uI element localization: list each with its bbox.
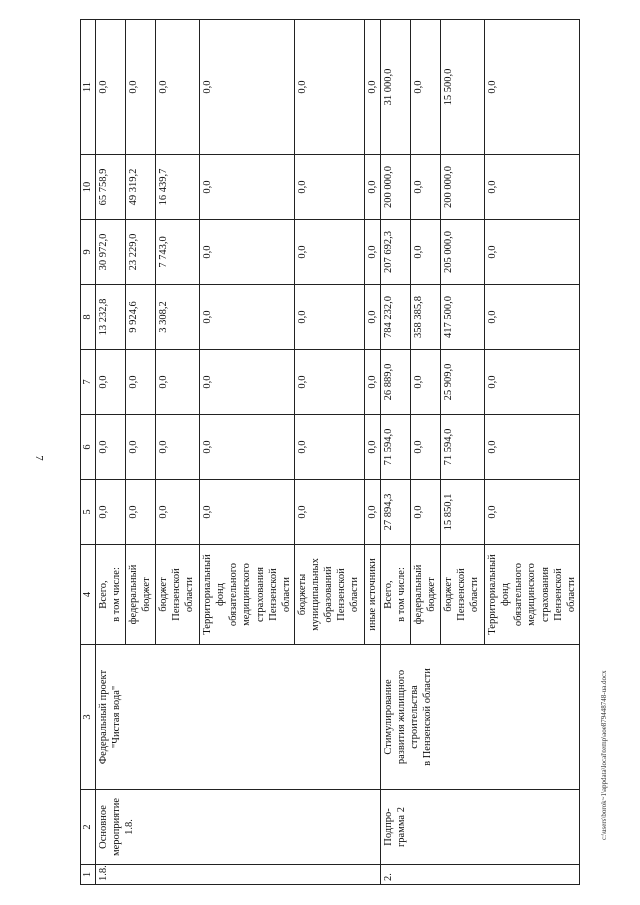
table-row: [96, 20, 126, 885]
value-cell: 9 924,6: [126, 285, 156, 350]
cell-line: медицинского: [526, 563, 538, 626]
value-cell: 26 889,0: [381, 350, 411, 415]
cell-line: области: [184, 576, 196, 613]
value-cell: 0,0: [411, 350, 441, 415]
cell-line: Пензенской: [552, 568, 564, 621]
value-cell: 0,0: [200, 480, 295, 545]
cell-line: Пензенской: [171, 568, 183, 621]
value-cell: 0,0: [485, 220, 580, 285]
cell-line: фонд: [500, 583, 512, 607]
value-cell: 200 000,0: [381, 155, 411, 220]
column-number: 4: [81, 545, 96, 645]
value-cell: 0,0: [411, 220, 441, 285]
activity-name: [96, 645, 381, 790]
value-cell: 13 232,8: [96, 285, 126, 350]
value-cell: 23 229,0: [126, 220, 156, 285]
cell-line: бюджет: [141, 577, 153, 612]
funding-source: [441, 545, 485, 645]
cell-line: мероприятие: [111, 798, 123, 856]
cell-line: строительства: [409, 685, 421, 749]
cell-line: Пензенской: [456, 568, 468, 621]
rotated-table-container: [80, 20, 610, 885]
value-cell: 205 000,0: [441, 220, 485, 285]
cell-line: страхования: [539, 567, 551, 622]
value-cell: 0,0: [294, 285, 364, 350]
cell-line: образований: [323, 566, 335, 623]
cell-line: развития жилищного: [396, 669, 408, 765]
funding-source: [381, 545, 411, 645]
value-cell: 0,0: [96, 20, 126, 155]
column-number: 1: [81, 865, 96, 885]
cell-line: бюджеты: [296, 573, 308, 616]
value-cell: 0,0: [485, 285, 580, 350]
value-cell: 0,0: [364, 220, 380, 285]
cell-line: федеральный: [128, 564, 139, 625]
value-cell: 0,0: [411, 480, 441, 545]
cell-line: федеральный: [413, 564, 424, 625]
value-cell: 7 743,0: [156, 220, 200, 285]
cell-line: области: [280, 576, 292, 613]
value-cell: 0,0: [485, 350, 580, 415]
value-cell: 0,0: [156, 415, 200, 480]
column-number: 5: [81, 480, 96, 545]
value-cell: 0,0: [294, 20, 364, 155]
cell-line: обязательного: [228, 562, 240, 627]
value-cell: 15 850,1: [441, 480, 485, 545]
cell-line: в том числе:: [396, 567, 408, 622]
cell-line: бюджет: [426, 577, 438, 612]
cell-line: области: [565, 576, 577, 613]
cell-line: страхования: [254, 567, 266, 622]
activity-type: [96, 790, 381, 865]
value-cell: 0,0: [485, 480, 580, 545]
value-cell: 0,0: [294, 220, 364, 285]
funding-source: [294, 545, 364, 645]
value-cell: 0,0: [200, 155, 295, 220]
funding-source: [485, 545, 580, 645]
column-number: 10: [81, 155, 96, 220]
table-row: [381, 20, 411, 885]
value-cell: 0,0: [294, 155, 364, 220]
value-cell: 15 500,0: [441, 20, 485, 155]
funding-source: [96, 545, 126, 645]
value-cell: 0,0: [364, 415, 380, 480]
row-number: 1.8.: [96, 865, 381, 885]
value-cell: 0,0: [200, 20, 295, 155]
value-cell: 0,0: [126, 350, 156, 415]
value-cell: 0,0: [96, 480, 126, 545]
value-cell: 207 692,3: [381, 220, 411, 285]
cell-line: "Чистая вода": [111, 685, 123, 749]
column-number: 7: [81, 350, 96, 415]
value-cell: 0,0: [200, 220, 295, 285]
value-cell: 200 000,0: [441, 155, 485, 220]
cell-line: Основное: [98, 805, 109, 849]
value-cell: 0,0: [364, 350, 380, 415]
funding-source: [156, 545, 200, 645]
value-cell: 71 594,0: [441, 415, 485, 480]
value-cell: 358 385,8: [411, 285, 441, 350]
value-cell: 65 758,9: [96, 155, 126, 220]
value-cell: 0,0: [156, 20, 200, 155]
value-cell: 0,0: [200, 350, 295, 415]
page-number: 7: [32, 455, 45, 461]
value-cell: 0,0: [411, 415, 441, 480]
column-number: 11: [81, 20, 96, 155]
value-cell: 0,0: [411, 155, 441, 220]
funding-source: [364, 545, 380, 645]
value-cell: 0,0: [126, 415, 156, 480]
column-number: 3: [81, 645, 96, 790]
value-cell: 0,0: [126, 20, 156, 155]
cell-line: муниципальных: [310, 558, 321, 631]
cell-line: Всего,: [98, 580, 109, 609]
value-cell: 0,0: [294, 350, 364, 415]
cell-line: Всего,: [383, 580, 394, 609]
cell-line: Пензенской: [267, 568, 279, 621]
value-cell: 0,0: [126, 480, 156, 545]
value-cell: 0,0: [411, 20, 441, 155]
column-number: 9: [81, 220, 96, 285]
table-frame: [80, 20, 610, 885]
value-cell: 71 594,0: [381, 415, 411, 480]
cell-line: Территориальный: [487, 554, 498, 635]
value-cell: 16 439,7: [156, 155, 200, 220]
cell-line: Подпро-: [383, 808, 394, 846]
value-cell: 0,0: [96, 350, 126, 415]
budget-table: [80, 19, 580, 885]
cell-line: 1.8.: [124, 819, 136, 835]
cell-line: бюджет: [443, 577, 454, 612]
cell-line: иные источники: [366, 558, 378, 631]
cell-line: Территориальный: [202, 554, 213, 635]
activity-type: [381, 790, 580, 865]
funding-source: [411, 545, 441, 645]
value-cell: 0,0: [364, 155, 380, 220]
cell-line: медицинского: [241, 563, 253, 626]
value-cell: 784 232,0: [381, 285, 411, 350]
funding-source: [126, 545, 156, 645]
value-cell: 3 308,2: [156, 285, 200, 350]
value-cell: 0,0: [156, 350, 200, 415]
value-cell: 0,0: [364, 285, 380, 350]
value-cell: 0,0: [364, 20, 380, 155]
value-cell: 0,0: [294, 480, 364, 545]
cell-line: в Пензенской области: [422, 668, 434, 766]
cell-line: бюджет: [158, 577, 169, 612]
cell-line: Стимулирование: [383, 679, 394, 755]
cell-line: фонд: [215, 583, 227, 607]
header-row: [81, 20, 96, 885]
value-cell: 0,0: [485, 415, 580, 480]
activity-name: [381, 645, 580, 790]
value-cell: 0,0: [294, 415, 364, 480]
funding-source: [200, 545, 295, 645]
value-cell: 31 000,0: [381, 20, 411, 155]
value-cell: 0,0: [485, 155, 580, 220]
value-cell: 0,0: [200, 285, 295, 350]
value-cell: 0,0: [200, 415, 295, 480]
value-cell: 27 894,3: [381, 480, 411, 545]
value-cell: 30 972,0: [96, 220, 126, 285]
column-number: 8: [81, 285, 96, 350]
cell-line: грамма 2: [396, 807, 408, 847]
value-cell: 0,0: [156, 480, 200, 545]
cell-line: Федеральный проект: [98, 669, 109, 765]
footer-file-path: c:\users\borok~1\appdata\local\temp\aoe879448748-ua.docx: [600, 670, 608, 840]
value-cell: 49 319,2: [126, 155, 156, 220]
cell-line: обязательного: [513, 562, 525, 627]
cell-line: в том числе:: [111, 567, 123, 622]
value-cell: 0,0: [96, 415, 126, 480]
cell-line: Пензенской: [336, 568, 348, 621]
value-cell: 25 909,0: [441, 350, 485, 415]
column-number: 6: [81, 415, 96, 480]
cell-line: области: [349, 576, 361, 613]
cell-line: области: [469, 576, 481, 613]
row-number: 2.: [381, 865, 580, 885]
column-number: 2: [81, 790, 96, 865]
value-cell: 417 500,0: [441, 285, 485, 350]
value-cell: 0,0: [485, 20, 580, 155]
value-cell: 0,0: [364, 480, 380, 545]
